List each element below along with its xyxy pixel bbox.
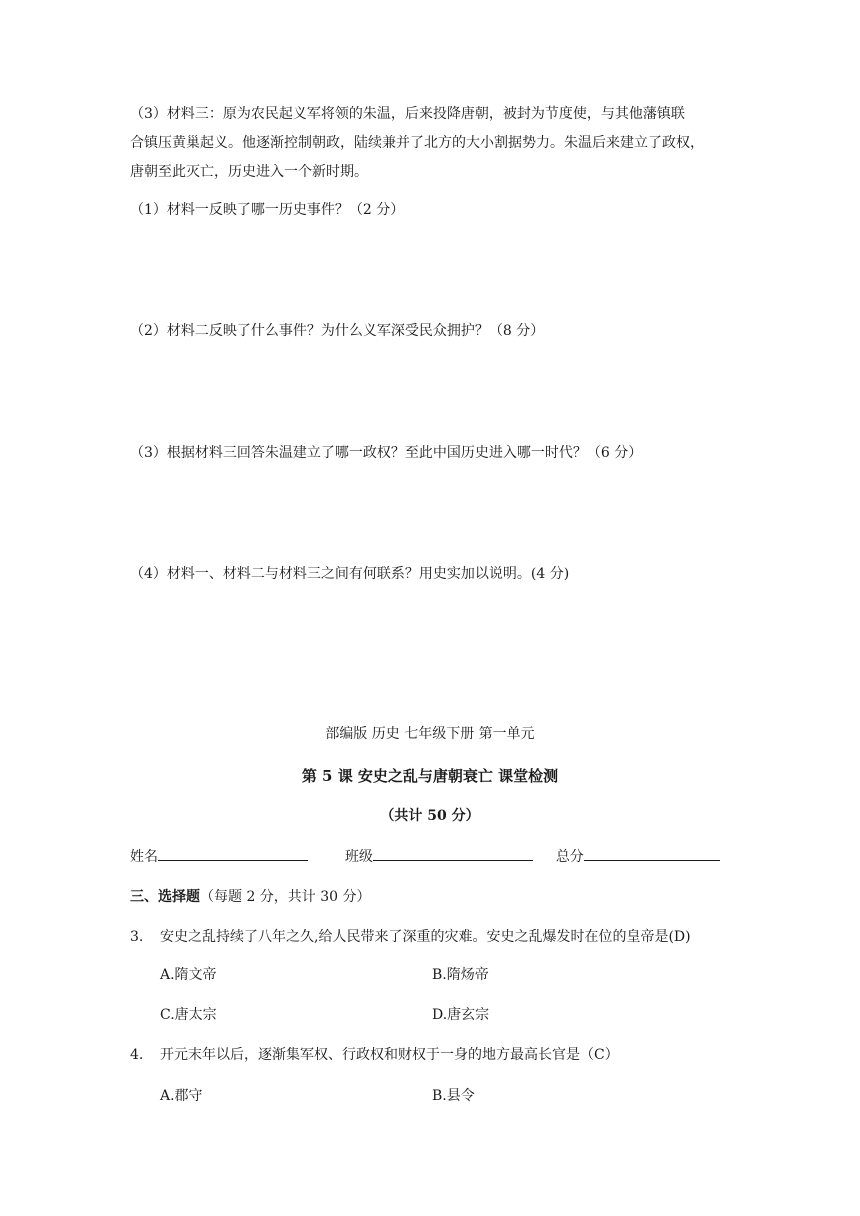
question-4	[130, 1044, 619, 1064]
total-score-label: （共计 50 分）	[380, 808, 480, 824]
class-blank[interactable]	[373, 846, 533, 861]
sub-question-2: （2）材料二反映了什么事件？为什么义军深受民众拥护？（8 分）	[130, 323, 545, 339]
question-4-option-a: A.郡守	[160, 1088, 203, 1104]
material-line: （3）材料三：原为农民起义军将领的朱温，后来投降唐朝，被封为节度使，与其他藩镇联	[130, 106, 685, 122]
score-blank[interactable]	[584, 846, 720, 861]
question-3	[130, 926, 691, 946]
material-three-paragraph	[130, 100, 740, 187]
sub-question-3: （3）根据材料三回答朱温建立了哪一政权？至此中国历史进入哪一时代？（6 分）	[130, 445, 643, 461]
question-text: 开元末年以后，逐渐集军权、行政权和财权于一身的地方最高长官是（C）	[160, 1047, 619, 1063]
lesson-title: 第 5 课 安史之乱与唐朝衰亡 课堂检测	[301, 767, 559, 785]
question-3-option-c: C.唐太宗	[160, 1007, 217, 1023]
question-3-option-d: D.唐玄宗	[432, 1007, 490, 1023]
question-number: 4.	[130, 1047, 144, 1063]
sub-question-4: （4）材料一、材料二与材料三之间有何联系？用史实加以说明。(4 分)	[130, 566, 570, 582]
series-line: 部编版 历史 七年级下册 第一单元	[325, 726, 535, 742]
question-3-option-a: A.隋文帝	[160, 967, 217, 983]
name-label: 姓名	[130, 849, 158, 865]
name-blank[interactable]	[158, 846, 308, 861]
class-label: 班级	[344, 849, 373, 865]
score-label: 总分	[555, 849, 584, 865]
sub-question-1: （1）材料一反映了哪一历史事件？（2 分）	[130, 202, 405, 218]
student-info-row	[130, 846, 720, 866]
question-text: 安史之乱持续了八年之久,给人民带来了深重的灾难。安史之乱爆发时在位的皇帝是(D)	[160, 929, 691, 945]
section-note: （每题 2 分，共计 30 分）	[200, 889, 371, 905]
question-4-option-b: B.县令	[432, 1088, 475, 1104]
question-number: 3.	[130, 929, 144, 945]
question-3-option-b: B.隋炀帝	[432, 967, 489, 983]
material-line: 唐朝至此灭亡，历史进入一个新时期。	[130, 164, 368, 180]
section-three-heading	[130, 886, 371, 906]
section-title: 三、选择题	[130, 889, 200, 905]
material-line: 合镇压黄巢起义。他逐渐控制朝政，陆续兼并了北方的大小割据势力。朱温后来建立了政权，	[130, 135, 704, 151]
